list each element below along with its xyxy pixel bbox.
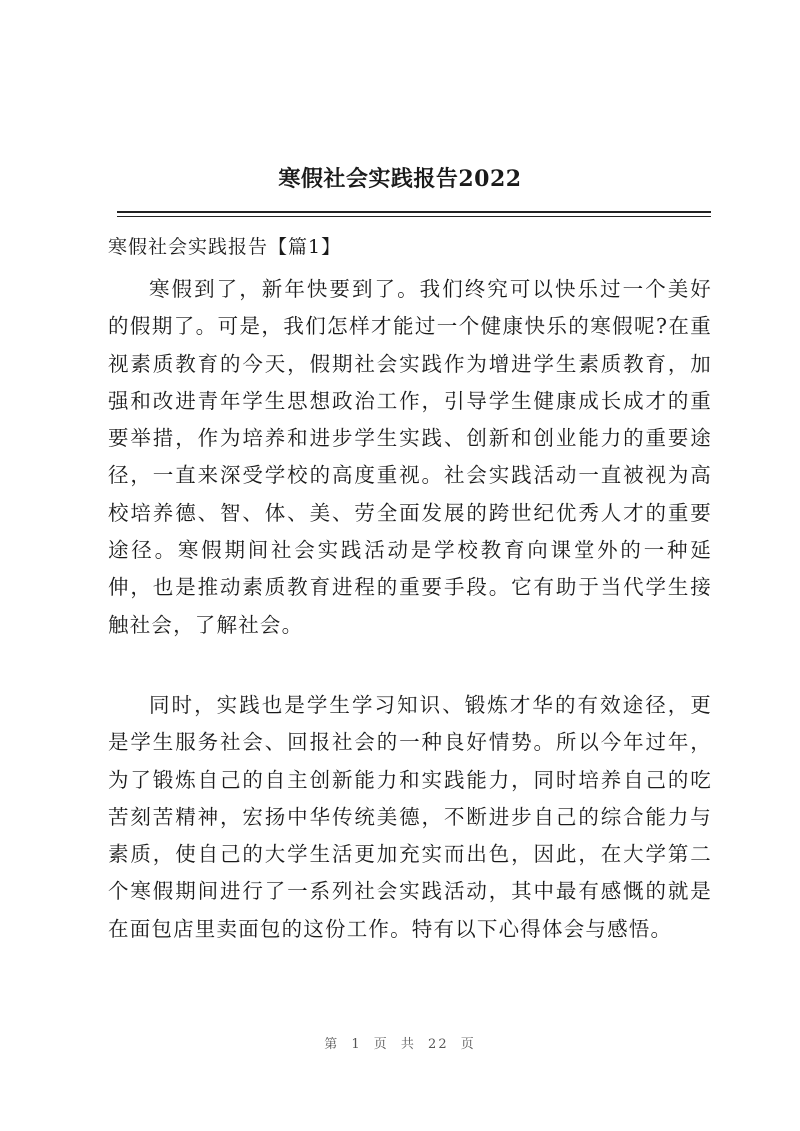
document-title: 寒假社会实践报告2022 — [278, 166, 522, 192]
section-heading: 寒假社会实践报告【篇1】 — [108, 236, 342, 258]
title-rule-thick — [117, 211, 711, 213]
paragraph-2: 同时，实践也是学生学习知识、锻炼才华的有效途径，更是学生服务社会、回报社会的一种良好情势。所以今年过年，为了锻炼自己的自主创新能力和实践能力，同时培养自己的吃苦刻苦精神，宏扬中华传统美德，不断进步自己的综合能力与素质，使自己的大学生活更加充实而出色，因此，在大学第二个寒假期间进行了一系列社会实践活动，其中最有感慨的就是在面包店里卖面包的这份工作。特有以下心得体会与感悟。 — [108, 693, 712, 941]
title-rule-thin — [117, 216, 711, 217]
page-number-footer: 第 1 页 共 22 页 — [324, 1037, 476, 1052]
paragraph-1: 寒假到了，新年快要到了。我们终究可以快乐过一个美好的假期了。可是，我们怎样才能过一个健康快乐的寒假呢?在重视素质教育的今天，假期社会实践作为增进学生素质教育，加强和改进青年学生思想政治工作，引导学生健康成长成才的重要举措，作为培养和进步学生实践、创新和创业能力的重要途径，一直来深受学校的高度重视。社会实践活动一直被视为高校培养德、智、体、美、劳全面发展的跨世纪优秀人才的重要途径。寒假期间社会实践活动是学校教育向课堂外的一种延伸，也是推动素质教育进程的重要手段。它有助于当代学生接触社会，了解社会。 — [108, 277, 712, 637]
